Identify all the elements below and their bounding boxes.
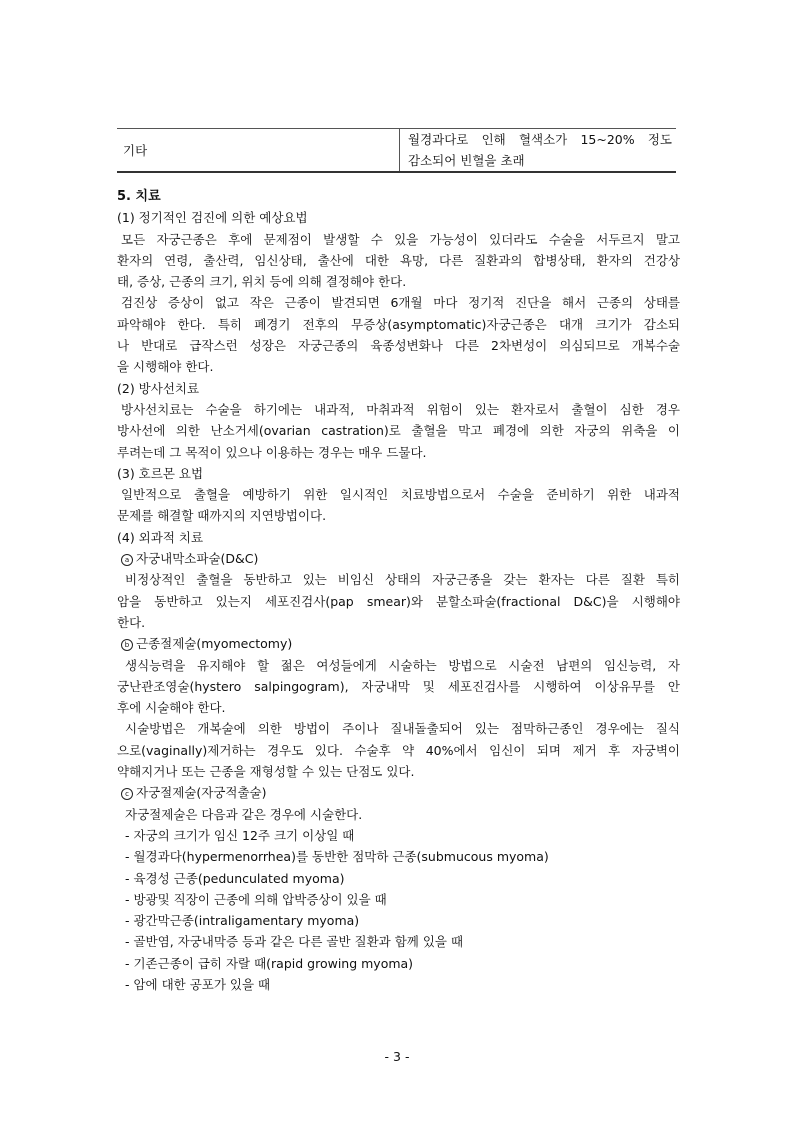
list-item: - 골반염, 자궁내막증 등과 같은 다른 골반 질환과 함께 있을 때 [125, 934, 464, 950]
paragraph-line: 한다. [117, 614, 146, 630]
paragraph-line: 나 반대로 급작스런 성장은 자궁근종의 육종성변화나 다른 2차변성이 의심되므로 개복수술 [117, 338, 680, 354]
item-heading [117, 548, 680, 569]
section-title: 5. 치료 [117, 189, 161, 204]
paragraph-line: 생식능력을 유지해야 할 젊은 여성들에게 시술하는 방법으로 시술전 남편의 임신능력, 자 [125, 657, 680, 673]
paragraph-line: 문제를 해결할 때까지의 지연방법이다. [117, 508, 327, 524]
subsection-heading: (1) 정기적인 검진에 의한 예상요법 [117, 210, 308, 226]
paragraph-line: 암을 동반하고 있는지 세포진검사(pap smear)와 분할소파술(fractional D&C)을 시행해야 [117, 593, 680, 609]
list-item: - 방광및 직장이 근종에 의해 압박증상이 있을 때 [125, 891, 387, 907]
paragraph-line: 방사선치료는 수술을 하기에는 내과적, 마취과적 위험이 있는 환자로서 출혈이 심한 경우 [121, 401, 680, 417]
item-heading-text: 자궁내막소파술(D&C) [136, 551, 259, 567]
item-heading-text: 자궁절제술(자궁적출술) [136, 785, 267, 801]
paragraph-line: 약해지거나 또는 근종을 재형성할 수 있는 단점도 있다. [117, 764, 415, 780]
list-item: - 광간막근종(intraligamentary myoma) [125, 913, 360, 929]
list-item: - 육경성 근종(pedunculated myoma) [125, 870, 345, 886]
item-heading [117, 782, 680, 803]
list-item: - 월경과다(hypermenorrhea)를 동반한 점막하 근종(submucous myoma) [125, 849, 549, 865]
subsection-heading: (3) 호르몬 요법 [117, 465, 204, 481]
list-item: - 기존근종이 급히 자랄 때(rapid growing myoma) [125, 955, 414, 971]
info-table [117, 128, 676, 173]
paragraph-line: 을 시행해야 한다. [117, 359, 214, 375]
circled-letter-c: c [121, 788, 133, 800]
circled-letter-b: b [121, 639, 133, 651]
table-label: 기타 [123, 143, 148, 158]
circled-letter-a: a [121, 554, 133, 566]
paragraph-line: 루려는데 그 목적이 있으나 이용하는 경우는 매우 드물다. [117, 444, 427, 460]
paragraph-line: 태, 증상, 근종의 크기, 위치 등에 의해 결정해야 한다. [117, 274, 407, 290]
table-label-cell [117, 129, 400, 173]
list-item: - 암에 대한 공포가 있을 때 [125, 976, 271, 992]
paragraph-line: 방사선에 의한 난소거세(ovarian castration)로 출혈을 막고 폐경에 의한 자궁의 위축을 이 [117, 423, 680, 439]
table-value-line: 감소되어 빈혈을 초래 [408, 153, 525, 168]
paragraph-line: 후에 시술해야 한다. [117, 700, 226, 716]
table-value-cell [400, 129, 677, 173]
subsection-heading: (2) 방사선치료 [117, 380, 200, 396]
paragraph-line: 검진상 증상이 없고 작은 근종이 발견되면 6개월 마다 정기적 진단을 해서 근종의 상태를 [121, 295, 680, 311]
paragraph-line: 파악해야 한다. 특히 폐경기 전후의 무증상(asymptomatic)자궁근종은 대개 크기가 감소되 [117, 316, 680, 332]
paragraph-line: 비정상적인 출혈을 동반하고 있는 비임신 상태의 자궁근종을 갖는 환자는 다른 질환 특히 [125, 572, 680, 588]
item-heading [117, 633, 680, 654]
subsection-heading: (4) 외과적 치료 [117, 529, 204, 545]
paragraph-line: 자궁절제술은 다음과 같은 경우에 시술한다. [125, 806, 363, 822]
table-value-line: 월경과다로 인해 혈색소가 15~20% 정도 [408, 132, 672, 147]
paragraph-line: 궁난관조영술(hystero salpingogram), 자궁내막 및 세포진검사를 시행하여 이상유무를 안 [117, 678, 680, 694]
item-heading-text: 근종절제술(myomectomy) [136, 636, 293, 652]
table-row [117, 129, 676, 173]
page-number: - 3 - [384, 1049, 410, 1064]
paragraph-line: 일반적으로 출혈을 예방하기 위한 일시적인 치료방법으로서 수술을 준비하기 위한 내과적 [121, 487, 680, 503]
paragraph-line: 환자의 연령, 출산력, 임신상태, 출산에 대한 욕망, 다른 질환과의 합병상태, 환자의 건강상 [117, 252, 680, 268]
paragraph-line: 모든 자궁근종은 후에 문제점이 발생할 수 있을 가능성이 있더라도 수술을 서두르지 말고 [121, 231, 680, 247]
paragraph-line: 시술방법은 개복술에 의한 방법이 주이나 질내돌출되어 있는 점막하근종인 경우에는 질식 [125, 721, 680, 737]
paragraph-line: 으로(vaginally)제거하는 경우도 있다. 수술후 약 40%에서 임신이 되며 제거 후 자궁벽이 [117, 742, 680, 758]
list-item: - 자궁의 크기가 임신 12주 크기 이상일 때 [125, 827, 355, 843]
document-body [117, 186, 680, 995]
